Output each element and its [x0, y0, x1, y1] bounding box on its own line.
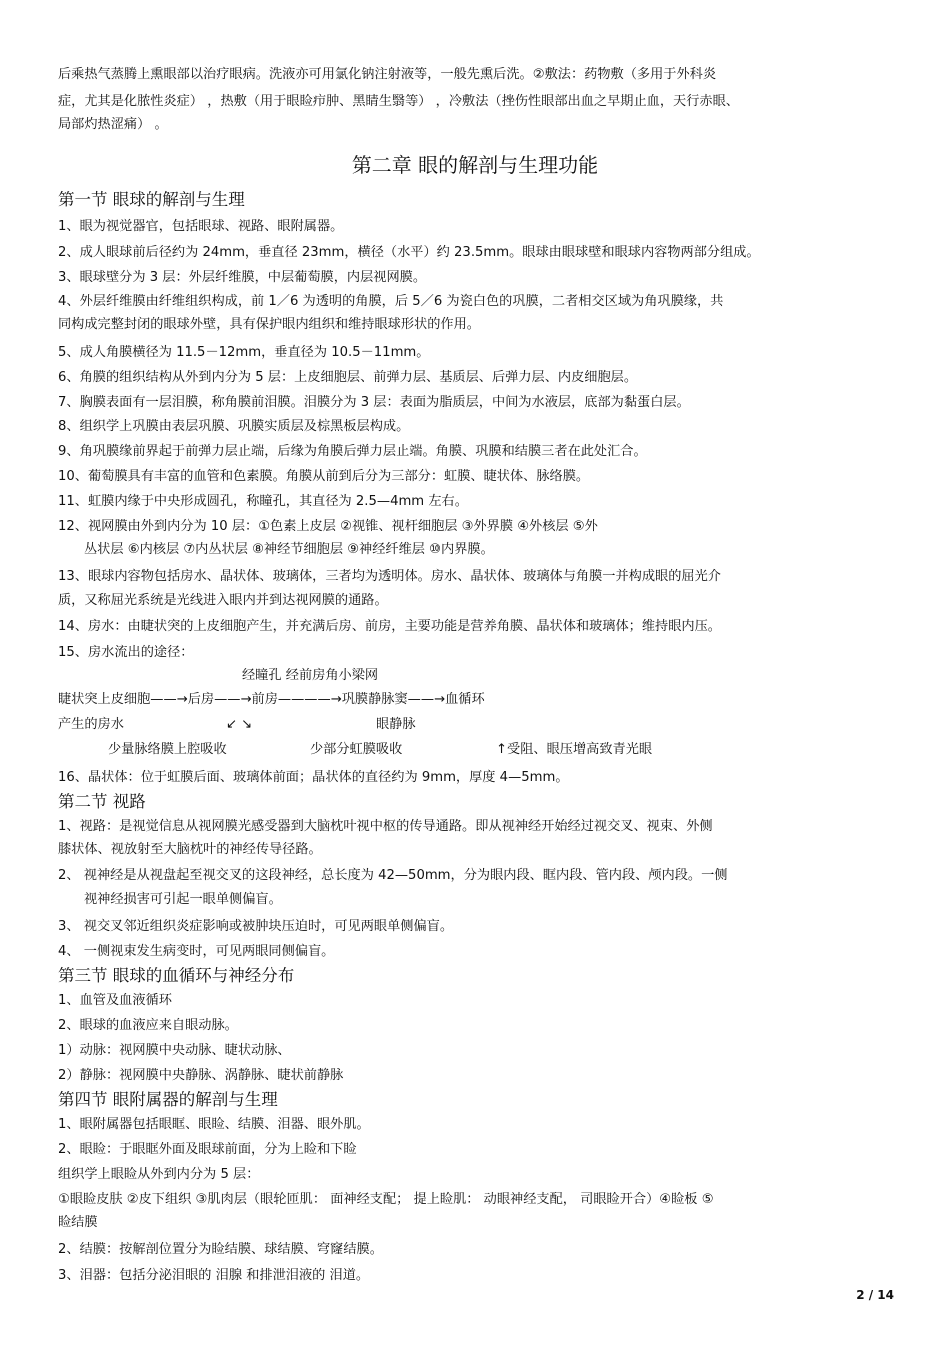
paragraph-line: 症，尤其是化脓性炎症） ，热敷（用于眼睑疖肿、黑睛生翳等） ，冷敷法（挫伤性眼部出血之早期止血，天行赤眼、 — [58, 94, 739, 109]
flow-label: ↑受阻、眼压增高致青光眼 — [496, 742, 653, 757]
list-item: 3、泪器：包括分泌泪眼的 泪腺 和排泄泪液的 泪道。 — [58, 1268, 370, 1283]
list-item: 4、 一侧视束发生病变时，可见两眼同侧偏盲。 — [58, 944, 335, 959]
list-item: 5、成人角膜横径为 11.5－12mm，垂直径为 10.5－11mm。 — [58, 345, 430, 360]
list-item: 1、眼附属器包括眼眶、眼睑、结膜、泪器、眼外肌。 — [58, 1117, 370, 1132]
list-item: 4、外层纤维膜由纤维组织构成，前 1／6 为透明的角膜，后 5／6 为瓷白色的巩膜，二者相交区域为角巩膜缘，共 — [58, 294, 724, 309]
list-item: 13、眼球内容物包括房水、晶状体、玻璃体，三者均为透明体。房水、晶状体、玻璃体与角膜一并构成眼的屈光介 — [58, 569, 721, 584]
flow-label: 眼静脉 — [376, 717, 416, 732]
section-title: 第二节 视路 — [58, 792, 146, 811]
list-item: 8、组织学上巩膜由表层巩膜、巩膜实质层及棕黑板层构成。 — [58, 419, 410, 434]
list-item: 14、房水：由睫状突的上皮细胞产生，并充满后房、前房，主要功能是营养角膜、晶状体和玻璃体；维持眼内压。 — [58, 619, 721, 634]
list-item: 2、眼睑：于眼眶外面及眼球前面，分为上睑和下睑 — [58, 1142, 357, 1157]
list-item: 膝状体、视放射至大脑枕叶的神经传导径路。 — [58, 842, 322, 857]
section-title: 第四节 眼附属器的解剖与生理 — [58, 1090, 278, 1109]
list-item: 2、结膜：按解剖位置分为睑结膜、球结膜、穹窿结膜。 — [58, 1242, 383, 1257]
flow-label: 少部分虹膜吸收 — [310, 742, 403, 757]
list-item: 1）动脉：视网膜中央动脉、睫状动脉、 — [58, 1043, 291, 1058]
list-item: ①眼睑皮肤 ②皮下组织 ③肌肉层（眼轮匝肌： 面神经支配； 提上睑肌： 动眼神经支配， 司眼睑开合）④睑板 ⑤ — [58, 1192, 714, 1207]
list-item: 丛状层 ⑥内核层 ⑦内丛状层 ⑧神经节细胞层 ⑨神经纤维层 ⑩内界膜。 — [84, 542, 494, 557]
list-item: 12、视网膜由外到内分为 10 层：①色素上皮层 ②视锥、视杆细胞层 ③外界膜 ④外核层 ⑤外 — [58, 519, 598, 534]
list-item: 6、角膜的组织结构从外到内分为 5 层：上皮细胞层、前弹力层、基质层、后弹力层、内皮细胞层。 — [58, 370, 638, 385]
flow-diagram-line: 睫状突上皮细胞——→后房——→前房————→巩膜静脉窦——→血循环 — [58, 692, 485, 707]
page-number: 2 / 14 — [856, 1288, 894, 1302]
list-item: 9、角巩膜缘前界起于前弹力层止端，后缘为角膜后弹力层止端。角膜、巩膜和结膜三者在此处汇合。 — [58, 444, 647, 459]
flow-label: 经瞳孔 经前房角小梁网 — [242, 668, 379, 683]
list-item: 3、 视交叉邻近组织炎症影响或被肿块压迫时，可见两眼单侧偏盲。 — [58, 919, 454, 934]
section-title: 第三节 眼球的血循环与神经分布 — [58, 966, 295, 985]
list-item: 1、视路：是视觉信息从视网膜光感受器到大脑枕叶视中枢的传导通路。即从视神经开始经过视交叉、视束、外侧 — [58, 819, 713, 834]
chapter-title: 第二章 眼的解剖与生理功能 — [351, 153, 599, 177]
list-item: 1、血管及血液循环 — [58, 993, 172, 1008]
paragraph-line: 局部灼热涩痛） 。 — [58, 117, 168, 132]
list-item: 2、成人眼球前后径约为 24mm，垂直径 23mm，横径（水平）约 23.5mm。眼球由眼球壁和眼球内容物两部分组成。 — [58, 245, 760, 260]
flow-label: 产生的房水 — [58, 717, 124, 732]
flow-arrows: ↙ ↘ — [226, 717, 253, 732]
list-item: 质，又称屈光系统是光线进入眼内并到达视网膜的通路。 — [58, 593, 388, 608]
list-item: 2、眼球的血液应来自眼动脉。 — [58, 1018, 238, 1033]
list-item: 2）静脉：视网膜中央静脉、涡静脉、睫状前静脉 — [58, 1068, 344, 1083]
list-item: 同构成完整封闭的眼球外壁，具有保护眼内组织和维持眼球形状的作用。 — [58, 317, 480, 332]
list-item: 1、眼为视觉器官，包括眼球、视路、眼附属器。 — [58, 219, 344, 234]
list-item: 睑结膜 — [58, 1215, 98, 1230]
list-item: 组织学上眼睑从外到内分为 5 层： — [58, 1167, 260, 1182]
list-item: 16、晶状体：位于虹膜后面、玻璃体前面；晶状体的直径约为 9mm，厚度 4—5mm。 — [58, 770, 569, 785]
section-title: 第一节 眼球的解剖与生理 — [58, 190, 245, 209]
list-item: 3、眼球壁分为 3 层：外层纤维膜，中层葡萄膜，内层视网膜。 — [58, 270, 427, 285]
list-item: 7、胸膜表面有一层泪膜，称角膜前泪膜。泪膜分为 3 层：表面为脂质层，中间为水液层，底部为黏蛋白层。 — [58, 395, 690, 410]
list-item: 10、葡萄膜具有丰富的血管和色素膜。角膜从前到后分为三部分：虹膜、睫状体、脉络膜。 — [58, 469, 590, 484]
list-item: 2、 视神经是从视盘起至视交叉的这段神经，总长度为 42—50mm，分为眼内段、眶内段、管内段、颅内段。一侧 — [58, 868, 728, 883]
list-item: 视神经损害可引起一眼单侧偏盲。 — [84, 892, 282, 907]
flow-label: 少量脉络膜上腔吸收 — [108, 742, 227, 757]
paragraph-line: 后乘热气蒸腾上熏眼部以治疗眼病。洗液亦可用氯化钠注射液等，一般先熏后洗。②敷法：药物敷（多用于外科炎 — [58, 67, 717, 82]
list-item: 15、房水流出的途径： — [58, 645, 194, 660]
list-item: 11、虹膜内缘于中央形成圆孔，称瞳孔，其直径为 2.5—4mm 左右。 — [58, 494, 468, 509]
